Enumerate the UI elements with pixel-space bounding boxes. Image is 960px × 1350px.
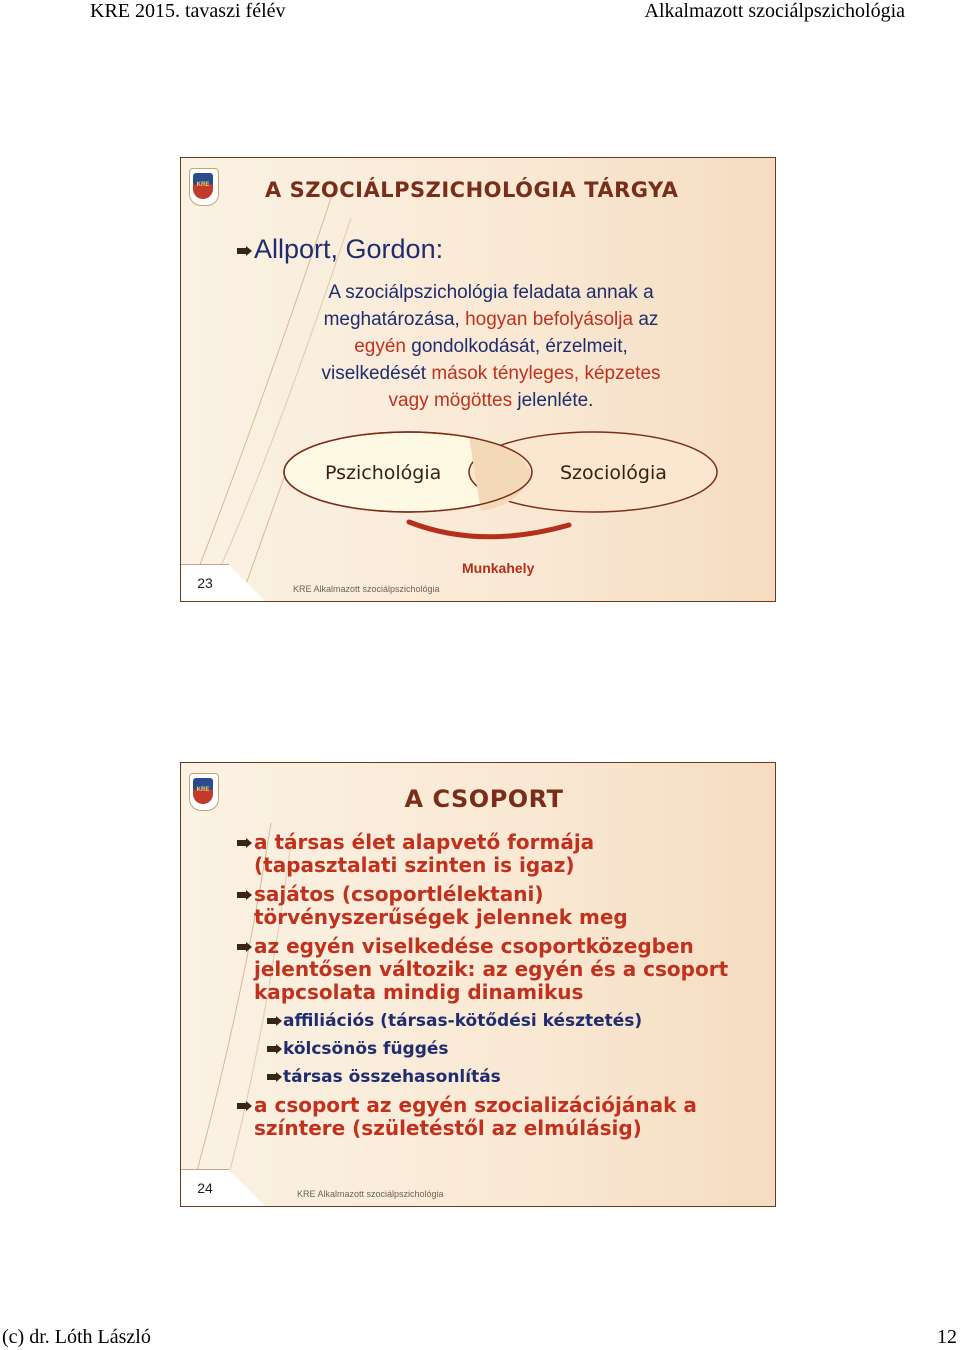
definition-text: A szociálpszichológia feladata annak a meghatározása, hogyan befolyásolja az egyén gondolkodását, érzelmeit, viselkedését mások tényleges, képzetes vagy mögöttes jelenléte. — [321, 282, 661, 411]
list-item: a csoport az egyén szocializációjának a színtere (születéstől az elmúlásig) — [237, 1094, 757, 1140]
university-logo: KRE — [189, 168, 219, 206]
sub-list-item: affiliációs (társas-kötődési késztetés) — [267, 1010, 757, 1033]
page-footer — [0, 1326, 960, 1350]
list-item: a társas élet alapvető formája (tapasztalati szinten is igaz) — [237, 831, 757, 877]
list-item: az egyén viselkedése csoportközegben jelentősen változik: az egyén és a csoport kapcsolata mindig dinamikus — [237, 935, 757, 1004]
slide-24 — [180, 762, 776, 1207]
bullet-allport: Allport, Gordon: — [237, 234, 443, 265]
venn-label-psychology: Pszichológia — [325, 462, 442, 484]
university-logo: KRE — [189, 773, 219, 811]
slide-number: 23 — [197, 575, 213, 591]
venn-label-sociology: Szociológia — [560, 462, 667, 484]
sub-list-item: társas összehasonlítás — [267, 1066, 757, 1089]
slide-number-box — [181, 1169, 229, 1206]
arrow-bullet-icon — [267, 1017, 280, 1025]
slide-number: 24 — [197, 1180, 213, 1196]
slide-23 — [180, 157, 776, 602]
arrow-bullet-icon — [267, 1073, 280, 1081]
sub-list-item: kölcsönös függés — [267, 1038, 757, 1061]
venn-label-workplace: Munkahely — [462, 560, 535, 576]
slide-footer: KRE Alkalmazott szociálpszichológia — [293, 584, 440, 594]
venn-diagram — [181, 158, 775, 601]
slide-number-box — [181, 564, 229, 601]
slide-notch — [229, 565, 265, 601]
arrow-bullet-icon — [237, 1102, 251, 1110]
page-header — [0, 0, 960, 24]
page-number: 12 — [937, 1326, 957, 1348]
arrow-bullet-icon — [237, 839, 251, 847]
header-course: KRE 2015. tavaszi félév — [90, 0, 286, 22]
footer-author: (c) dr. Lóth László — [2, 1326, 151, 1348]
list-item: sajátos (csoportlélektani) törvényszerűségek jelennek meg — [237, 883, 757, 929]
header-subject: Alkalmazott szociálpszichológia — [644, 0, 905, 22]
slide-footer: KRE Alkalmazott szociálpszichológia — [297, 1189, 444, 1199]
slide-notch — [229, 1170, 265, 1206]
slide-title: A SZOCIÁLPSZICHOLÓGIA TÁRGYA — [265, 178, 679, 202]
group-features-list — [237, 831, 757, 1146]
arrow-bullet-icon — [237, 943, 251, 951]
arrow-bullet-icon — [267, 1045, 280, 1053]
slide-title: A CSOPORT — [404, 785, 564, 813]
arrow-bullet-icon — [237, 891, 251, 899]
